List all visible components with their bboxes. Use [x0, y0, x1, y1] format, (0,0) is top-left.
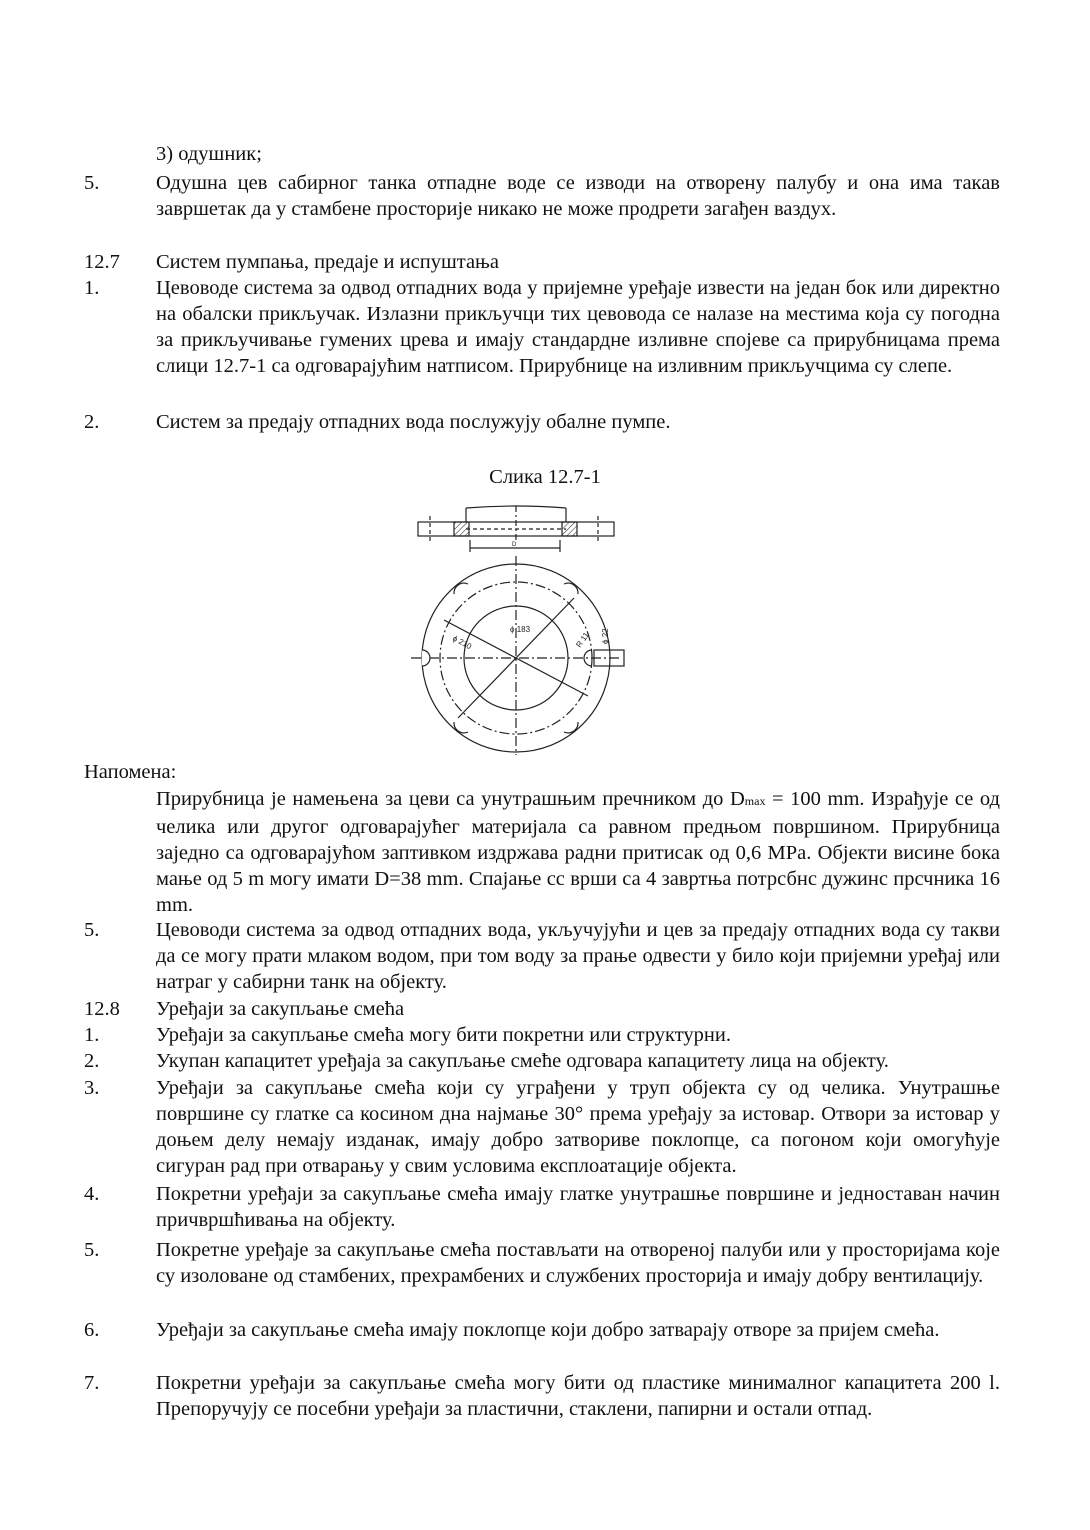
item-text: Укупан капацитет уређаја за сакупљање смеће одговара капацитету лица на објекту. [156, 1050, 889, 1072]
item-text: Одушна цев сабирног танка отпадне воде се изводи на отворену палубу и она има такав завршетак да у стамбене просторије никако не може продрети загађен ваздух. [156, 172, 1000, 220]
list-item [84, 1075, 1000, 1179]
list-item [84, 1048, 1000, 1074]
section-number: 12.7 [84, 251, 120, 273]
outer-diameter-label: ϕ 210 [451, 633, 474, 652]
list-item [84, 1317, 1000, 1343]
item-number: 2. [84, 1050, 100, 1072]
note-text-part: = 100 mm. Израђује се од челика или другог одговарајућег материјала са равном предњом површином. Прирубница заједно са одговарајућом заптивком издржава радни притисак од 0,6 MPa. Објекти висине бока мање од 5 m могу имати D=38 mm. Спајање сс врши са 4 завртња потрсбнс дужинс прсчника 16 mm. [156, 788, 1000, 916]
figure-caption: Слика 12.7-1 [489, 466, 601, 488]
item-text: 3) одушник; [156, 143, 262, 165]
note-text-part: Прирубница је намењена за цеви са унутрашњим пречником до D [156, 788, 745, 810]
item-number: 2. [84, 411, 100, 433]
item-text: Уређаји за сакупљање смећа могу бити покретни или структурни. [156, 1024, 732, 1046]
list-item [84, 141, 1000, 167]
item-number: 1. [84, 277, 100, 299]
item-text: Покретни уређаји за сакупљање смећа могу бити од пластике минималног капацитета 200 l. Препоручују се посебни уређаји за пластични, стаклени, папирни и остали отпад. [156, 1372, 1000, 1420]
slot-width-label: ϕ 22 [601, 628, 610, 644]
list-item [84, 917, 1000, 995]
section-heading [84, 249, 1000, 275]
inner-diameter-label: ϕ 183 [510, 625, 531, 634]
list-item [84, 1181, 1000, 1233]
item-number: 5. [84, 172, 100, 194]
item-text: Систем за предају отпадних вода послужују обалне пумпе. [156, 411, 671, 433]
item-text: Цевоводе система за одвод отпадних вода у пријемне уређаје извести на један бок или директно на обалски прикључак. Излазни прикључци тих цевовода се налазе на местима која су погодна за прикључивање гумених црева и имају стандардне изливне спојеве са прирубницама према слици 12.7-1 са одговарајућим натписом. Прирубнице на изливним прикључцима су слепе. [156, 277, 1000, 377]
list-item [84, 409, 1000, 435]
list-item [84, 275, 1000, 379]
note-title: Напомена: [84, 761, 177, 783]
section-number: 12.8 [84, 998, 120, 1020]
item-text: Уређаји за сакупљање смећа који су уграђени у труп објекта су од челика. Унутрашње површине су глатке са косином дна најмање 30° према уређају за истовар. Отвори за истовар у доњем делу немају изданак, имају добро затвориве поклопце, са погоном који омогућује сигуран рад при отварању у свим условима експлоатације објекта. [156, 1077, 1000, 1177]
section-heading [84, 996, 1000, 1022]
list-item [84, 170, 1000, 222]
item-number: 5. [84, 919, 100, 941]
item-text: Уређаји за сакупљање смећа имају поклопце који добро затварају отворе за пријем смећа. [156, 1319, 940, 1341]
item-number: 4. [84, 1183, 100, 1205]
item-number: 6. [84, 1319, 100, 1341]
note-text [156, 786, 1000, 918]
item-text: Цевоводи система за одвод отпадних вода, укључујући и цев за предају отпадних вода су такви да се могу прати млаком водом, при том воду за прање одвести у било који пријемни уређај или натраг у сабирни танк на објекту. [156, 919, 1000, 993]
item-number: 1. [84, 1024, 100, 1046]
section-title: Уређаји за сакупљање смећа [156, 998, 405, 1020]
section-title: Систем пумпања, предаје и испуштања [156, 251, 499, 273]
list-item [84, 1237, 1000, 1289]
flange-drawing [410, 500, 630, 755]
flange-d-label: D [512, 542, 517, 548]
list-item [84, 1022, 1000, 1048]
item-number: 7. [84, 1372, 100, 1394]
subscript-max: max [744, 794, 766, 808]
note-heading [84, 759, 1000, 785]
list-item [84, 1370, 1000, 1422]
item-text: Покретни уређаји за сакупљање смећа имају глатке унутрашње површине и једноставан начин причвршћивања на објекту. [156, 1183, 1000, 1231]
item-number: 3. [84, 1077, 100, 1099]
note-body [84, 786, 1000, 918]
slot-radius-label: R 11 [574, 630, 591, 650]
item-number: 5. [84, 1239, 100, 1261]
item-text: Покретне уређаје за сакупљање смећа постављати на отвореној палуби или у просторијама које су изоловане од стамбених, прехрамбених и службених просторија и имају добру вентилацију. [156, 1239, 1000, 1287]
